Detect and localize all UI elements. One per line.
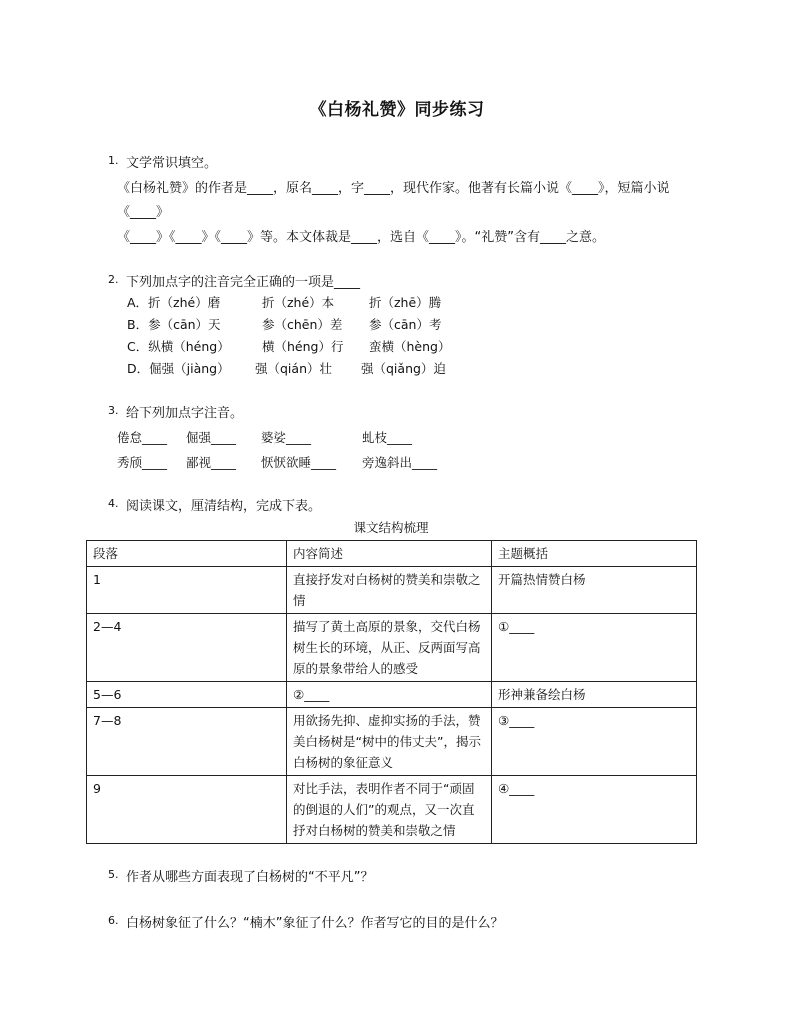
q2-option-c-3: 蛮横（hèng） (369, 339, 451, 354)
page-title: 《白杨礼赞》同步练习 (309, 100, 485, 120)
q2-option-d: D．倔强（jiàng） (127, 361, 230, 376)
q3-item-3: 婆娑____ (261, 430, 312, 445)
table-row (87, 708, 697, 776)
structure-table (86, 540, 697, 844)
header-paragraph: 段落 (87, 541, 287, 567)
q2-option-d-3: 强（qiǎng）迫 (361, 361, 446, 376)
q6-number: 6. (108, 914, 119, 927)
q3-item-2: 倔强____ (186, 430, 237, 445)
q3-item-5: 秀颀____ (117, 455, 168, 470)
q2-option-b-2: 参（chēn）差 (262, 317, 343, 332)
cell-paragraph: 5—6 (87, 682, 287, 708)
q2-number: 2. (108, 273, 119, 286)
q2-prompt: 下列加点字的注音完全正确的一项是____ (126, 275, 361, 290)
q3-number: 3. (108, 404, 119, 417)
cell-theme: 形神兼备绘白杨 (492, 682, 697, 708)
table-header-row (87, 541, 697, 567)
q3-item-1: 倦怠____ (117, 430, 168, 445)
q2-option-a-3: 折（zhē）腾 (369, 295, 442, 310)
cell-theme: ①____ (492, 614, 697, 682)
q2-option-a-2: 折（zhé）本 (262, 295, 335, 310)
q2-option-c: C．纵横（héng） (127, 339, 230, 354)
table-row (87, 614, 697, 682)
header-theme: 主题概括 (492, 541, 697, 567)
q5-prompt: 作者从哪些方面表现了白杨树的“不平凡”？ (126, 870, 374, 885)
q3-item-4: 虬枝____ (362, 430, 413, 445)
q1-line3: 《____》《____》《____》等。本文体裁是____，选自《____》。“礼赞”含有____之意。 (117, 230, 605, 245)
cell-paragraph: 7—8 (87, 708, 287, 776)
header-content: 内容简述 (287, 541, 492, 567)
q1-prompt: 文学常识填空。 (126, 156, 218, 171)
q1-line2: 《____》 (117, 205, 170, 220)
cell-paragraph: 9 (87, 776, 287, 844)
cell-paragraph: 2—4 (87, 614, 287, 682)
cell-content: 直接抒发对白杨树的赞美和崇敬之情 (287, 567, 492, 614)
q1-number: 1. (108, 154, 119, 167)
cell-paragraph: 1 (87, 567, 287, 614)
q5-number: 5. (108, 868, 119, 881)
table-row (87, 682, 697, 708)
q6-prompt: 白杨树象征了什么？“楠木”象征了什么？作者写它的目的是什么？ (126, 916, 504, 931)
q1-line1: 《白杨礼赞》的作者是____，原名____，字____，现代作家。他著有长篇小说《____》，短篇小说 (117, 181, 670, 196)
cell-content: 对比手法，表明作者不同于“顽固的倒退的人们”的观点，又一次直抒对白杨树的赞美和崇敬之情 (287, 776, 492, 844)
cell-theme: ④____ (492, 776, 697, 844)
q3-item-8: 旁逸斜出____ (362, 455, 438, 470)
q4-prompt: 阅读课文，厘清结构，完成下表。 (126, 499, 322, 514)
cell-content: ②____ (287, 682, 492, 708)
q2-option-c-2: 横（héng）行 (262, 339, 344, 354)
table-row (87, 776, 697, 844)
table-row (87, 567, 697, 614)
cell-content: 描写了黄土高原的景象，交代白杨树生长的环境，从正、反两面写高原的景象带给人的感受 (287, 614, 492, 682)
q2-option-b: B．参（cān）天 (127, 317, 221, 332)
q2-option-d-2: 强（qián）壮 (255, 361, 332, 376)
q2-option-b-3: 参（cān）考 (369, 317, 442, 332)
cell-theme: 开篇热情赞白杨 (492, 567, 697, 614)
cell-content: 用欲扬先抑、虚抑实扬的手法，赞美白杨树是“树中的伟丈夫”，揭示白杨树的象征意义 (287, 708, 492, 776)
table-caption: 课文结构梳理 (353, 520, 429, 535)
cell-theme: ③____ (492, 708, 697, 776)
q2-option-a: A．折（zhé）磨 (127, 295, 221, 310)
q4-number: 4. (108, 497, 119, 510)
q3-prompt: 给下列加点字注音。 (126, 406, 244, 421)
q3-item-7: 恹恹欲睡____ (261, 455, 337, 470)
q3-item-6: 鄙视____ (186, 455, 237, 470)
